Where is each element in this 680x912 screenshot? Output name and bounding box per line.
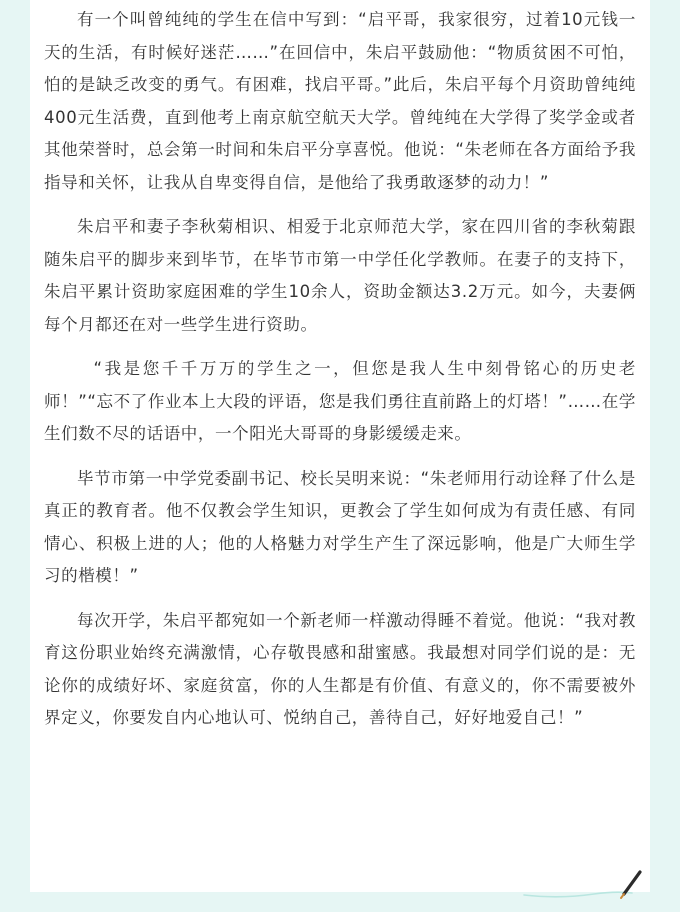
paragraph-4: 毕节市第一中学党委副书记、校长吴明来说：“朱老师用行动诠释了什么是真正的教育者。他不仅教会学生知识，更教会了学生如何成为有责任感、有同情心、积极上进的人；他的人格魅力对学生产生了深远影响，他是广大师生学习的楷模！” (44, 468, 636, 585)
pen-icon (621, 872, 640, 898)
paragraph-5: 每次开学，朱启平都宛如一个新老师一样激动得睡不着觉。他说：“我对教育这份职业始终充满激情，心存敬畏感和甜蜜感。我最想对同学们说的是：无论你的成绩好坏、家庭贫富，你的人生都是有价值、有意义的，你不需要被外界定义，你要发自内心地认可、悦纳自己，善待自己，好好地爱自己！” (44, 610, 636, 727)
article-body (44, 4, 636, 747)
paragraph-1: 有一个叫曾纯纯的学生在信中写到：“启平哥，我家很穷，过着10元钱一天的生活，有时候好迷茫……”在回信中，朱启平鼓励他：“物质贫困不可怕，怕的是缺乏改变的勇气。有困难，找启平哥。”此后，朱启平每个月资助曾纯纯400元生活费，直到他考上南京航空航天大学。曾纯纯在大学得了奖学金或者其他荣誉时，总会第一时间和朱启平分享喜悦。他说：“朱老师在各方面给予我指导和关怀，让我从自卑变得自信，是他给了我勇敢逐梦的动力！” (44, 10, 636, 192)
ink-stroke-line (524, 892, 632, 897)
pen-decoration (520, 866, 650, 900)
paragraph-3: “我是您千千万万的学生之一，但您是我人生中刻骨铭心的历史老师！”“忘不了作业本上大段的评语，您是我们勇往直前路上的灯塔！”……在学生们数不尽的话语中，一个阳光大哥哥的身影缓缓走来。 (44, 359, 636, 443)
paragraph-2: 朱启平和妻子李秋菊相识、相爱于北京师范大学，家在四川省的李秋菊跟随朱启平的脚步来到毕节，在毕节市第一中学任化学教师。在妻子的支持下，朱启平累计资助家庭困难的学生10余人，资助金额达3.2万元。如今，夫妻俩每个月都还在对一些学生进行资助。 (44, 217, 636, 334)
